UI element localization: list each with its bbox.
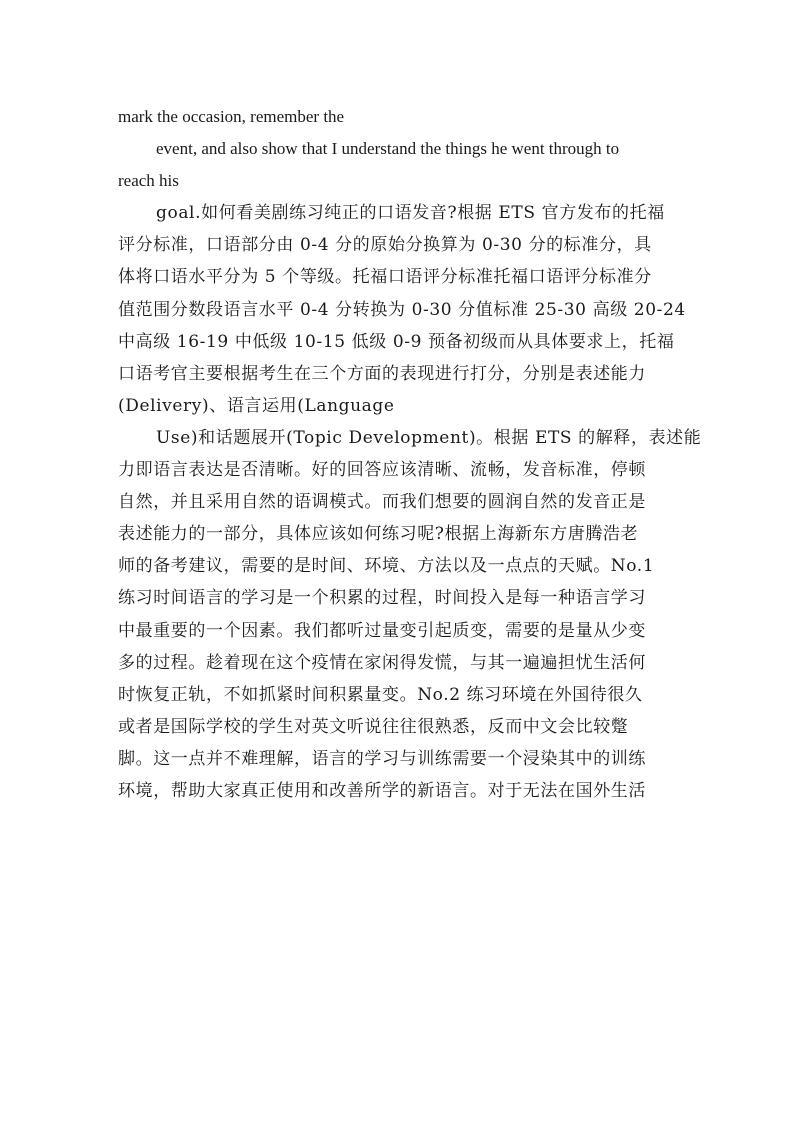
text-line-4: goal.如何看美剧练习纯正的口语发音?根据 ETS 官方发布的托福 <box>156 203 665 224</box>
body-text <box>118 101 702 807</box>
text-line-1: mark the occasion, remember the <box>118 107 345 126</box>
text-line-19: 时恢复正轨，不如抓紧时间积累量变。No.2 练习环境在外国待很久 <box>118 684 643 705</box>
text-line-10: (Delivery)、语言运用(Language <box>118 395 395 416</box>
text-line-5: 评分标准，口语部分由 0-4 分的原始分换算为 0-30 分的标准分，具 <box>118 235 652 256</box>
text-line-22: 环境，帮助大家真正使用和改善所学的新语言。对于无法在国外生活 <box>118 780 646 801</box>
text-line-8: 中高级 16-19 中低级 10-15 低级 0-9 预备初级而从具体要求上，托福 <box>118 331 675 352</box>
text-line-2: event, and also show that I understand the things he went through to <box>156 139 620 159</box>
text-line-21: 脚。这一点并不难理解，语言的学习与训练需要一个浸染其中的训练 <box>118 748 646 769</box>
text-line-15: 师的备考建议，需要的是时间、环境、方法以及一点点的天赋。No.1 <box>118 556 655 577</box>
text-line-6: 体将口语水平分为 5 个等级。托福口语评分标准托福口语评分标准分 <box>118 267 652 288</box>
text-line-20: 或者是国际学校的学生对英文听说往往很熟悉，反而中文会比较蹩 <box>118 716 629 737</box>
text-line-11: Use)和话题展开(Topic Development)。根据 ETS 的解释，表述能 <box>156 427 702 448</box>
text-line-3: reach his <box>118 171 179 191</box>
text-line-18: 多的过程。趁着现在这个疫情在家闲得发慌，与其一遍遍担忧生活何 <box>118 652 646 673</box>
text-line-9: 口语考官主要根据考生在三个方面的表现进行打分，分别是表述能力 <box>118 363 646 384</box>
text-line-7: 值范围分数段语言水平 0-4 分转换为 0-30 分值标准 25-30 高级 20-24 <box>118 299 686 320</box>
text-line-14: 表述能力的一部分，具体应该如何练习呢?根据上海新东方唐腾浩老 <box>118 524 639 545</box>
text-line-13: 自然，并且采用自然的语调模式。而我们想要的圆润自然的发音正是 <box>118 492 646 513</box>
text-line-12: 力即语言表达是否清晰。好的回答应该清晰、流畅，发音标准，停顿 <box>118 460 646 481</box>
text-line-17: 中最重要的一个因素。我们都听过量变引起质变，需要的是量从少变 <box>118 620 646 641</box>
text-line-16: 练习时间语言的学习是一个积累的过程，时间投入是每一种语言学习 <box>118 588 646 609</box>
